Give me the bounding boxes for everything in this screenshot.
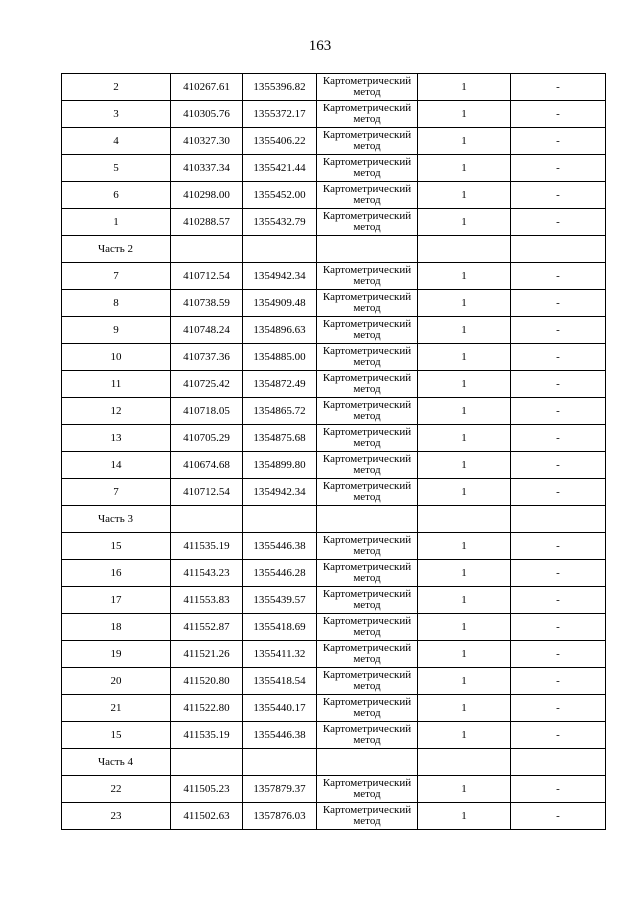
note-cell: - [511, 803, 606, 830]
part-header-row [62, 506, 606, 533]
note-cell: - [511, 695, 606, 722]
note-cell: - [511, 641, 606, 668]
method-cell: Картометрический метод [317, 209, 418, 236]
accuracy-cell: 1 [418, 398, 511, 425]
point-number-cell: 7 [62, 479, 171, 506]
table-row [62, 614, 606, 641]
table-row [62, 101, 606, 128]
point-number-cell: 10 [62, 344, 171, 371]
note-cell: - [511, 452, 606, 479]
note-cell: - [511, 182, 606, 209]
x-coordinate-cell: 410712.54 [171, 263, 243, 290]
point-number-cell: 20 [62, 668, 171, 695]
note-cell: - [511, 209, 606, 236]
point-number-cell: 14 [62, 452, 171, 479]
accuracy-cell: 1 [418, 128, 511, 155]
point-number-cell: 3 [62, 101, 171, 128]
point-number-cell: 5 [62, 155, 171, 182]
note-cell: - [511, 560, 606, 587]
note-cell: - [511, 479, 606, 506]
x-coordinate-cell: 410748.24 [171, 317, 243, 344]
note-cell: - [511, 128, 606, 155]
y-coordinate-cell: 1355418.69 [243, 614, 317, 641]
accuracy-cell: 1 [418, 182, 511, 209]
table-row [62, 695, 606, 722]
empty-cell [511, 506, 606, 533]
point-number-cell: 11 [62, 371, 171, 398]
empty-cell [511, 749, 606, 776]
method-cell: Картометрический метод [317, 317, 418, 344]
point-number-cell: 4 [62, 128, 171, 155]
method-cell: Картометрический метод [317, 614, 418, 641]
note-cell: - [511, 722, 606, 749]
method-cell: Картометрический метод [317, 344, 418, 371]
y-coordinate-cell: 1355418.54 [243, 668, 317, 695]
method-cell: Картометрический метод [317, 695, 418, 722]
empty-cell [171, 749, 243, 776]
accuracy-cell: 1 [418, 290, 511, 317]
part-header-row [62, 749, 606, 776]
point-number-cell: 17 [62, 587, 171, 614]
point-number-cell: 1 [62, 209, 171, 236]
note-cell: - [511, 371, 606, 398]
empty-cell [418, 506, 511, 533]
accuracy-cell: 1 [418, 776, 511, 803]
x-coordinate-cell: 411552.87 [171, 614, 243, 641]
y-coordinate-cell: 1355432.79 [243, 209, 317, 236]
point-number-cell: 7 [62, 263, 171, 290]
part-header-row [62, 236, 606, 263]
y-coordinate-cell: 1357879.37 [243, 776, 317, 803]
note-cell: - [511, 614, 606, 641]
y-coordinate-cell: 1355446.38 [243, 722, 317, 749]
table-row [62, 182, 606, 209]
note-cell: - [511, 533, 606, 560]
table-row [62, 479, 606, 506]
accuracy-cell: 1 [418, 425, 511, 452]
x-coordinate-cell: 410337.34 [171, 155, 243, 182]
y-coordinate-cell: 1354896.63 [243, 317, 317, 344]
x-coordinate-cell: 410298.00 [171, 182, 243, 209]
note-cell: - [511, 101, 606, 128]
method-cell: Картометрический метод [317, 371, 418, 398]
point-number-cell: 13 [62, 425, 171, 452]
part-label: Часть 3 [62, 506, 171, 533]
table-row [62, 317, 606, 344]
y-coordinate-cell: 1355406.22 [243, 128, 317, 155]
point-number-cell: 15 [62, 722, 171, 749]
x-coordinate-cell: 411521.26 [171, 641, 243, 668]
x-coordinate-cell: 411535.19 [171, 533, 243, 560]
point-number-cell: 2 [62, 74, 171, 101]
method-cell: Картометрический метод [317, 722, 418, 749]
empty-cell [317, 506, 418, 533]
accuracy-cell: 1 [418, 101, 511, 128]
point-number-cell: 16 [62, 560, 171, 587]
x-coordinate-cell: 410725.42 [171, 371, 243, 398]
point-number-cell: 9 [62, 317, 171, 344]
y-coordinate-cell: 1355421.44 [243, 155, 317, 182]
empty-cell [418, 236, 511, 263]
point-number-cell: 21 [62, 695, 171, 722]
note-cell: - [511, 668, 606, 695]
x-coordinate-cell: 411535.19 [171, 722, 243, 749]
point-number-cell: 6 [62, 182, 171, 209]
empty-cell [317, 749, 418, 776]
note-cell: - [511, 425, 606, 452]
accuracy-cell: 1 [418, 587, 511, 614]
note-cell: - [511, 344, 606, 371]
x-coordinate-cell: 410737.36 [171, 344, 243, 371]
method-cell: Картометрический метод [317, 128, 418, 155]
table-row [62, 425, 606, 452]
accuracy-cell: 1 [418, 317, 511, 344]
note-cell: - [511, 263, 606, 290]
y-coordinate-cell: 1354885.00 [243, 344, 317, 371]
accuracy-cell: 1 [418, 74, 511, 101]
table-row [62, 452, 606, 479]
accuracy-cell: 1 [418, 722, 511, 749]
y-coordinate-cell: 1354872.49 [243, 371, 317, 398]
note-cell: - [511, 290, 606, 317]
point-number-cell: 15 [62, 533, 171, 560]
coordinates-table-body [62, 74, 606, 830]
table-row [62, 803, 606, 830]
y-coordinate-cell: 1355396.82 [243, 74, 317, 101]
method-cell: Картометрический метод [317, 74, 418, 101]
table-row [62, 263, 606, 290]
y-coordinate-cell: 1354942.34 [243, 479, 317, 506]
y-coordinate-cell: 1355411.32 [243, 641, 317, 668]
table-row [62, 560, 606, 587]
accuracy-cell: 1 [418, 668, 511, 695]
x-coordinate-cell: 411522.80 [171, 695, 243, 722]
method-cell: Картометрический метод [317, 425, 418, 452]
method-cell: Картометрический метод [317, 182, 418, 209]
table-row [62, 533, 606, 560]
table-row [62, 587, 606, 614]
accuracy-cell: 1 [418, 641, 511, 668]
empty-cell [418, 749, 511, 776]
point-number-cell: 22 [62, 776, 171, 803]
note-cell: - [511, 74, 606, 101]
method-cell: Картометрический метод [317, 776, 418, 803]
x-coordinate-cell: 410674.68 [171, 452, 243, 479]
x-coordinate-cell: 411520.80 [171, 668, 243, 695]
accuracy-cell: 1 [418, 614, 511, 641]
empty-cell [243, 749, 317, 776]
accuracy-cell: 1 [418, 344, 511, 371]
note-cell: - [511, 398, 606, 425]
page-number: 163 [308, 38, 332, 54]
table-row [62, 398, 606, 425]
x-coordinate-cell: 411505.23 [171, 776, 243, 803]
table-row [62, 776, 606, 803]
method-cell: Картометрический метод [317, 587, 418, 614]
empty-cell [171, 236, 243, 263]
note-cell: - [511, 155, 606, 182]
x-coordinate-cell: 410705.29 [171, 425, 243, 452]
point-number-cell: 8 [62, 290, 171, 317]
x-coordinate-cell: 410267.61 [171, 74, 243, 101]
x-coordinate-cell: 410712.54 [171, 479, 243, 506]
part-label: Часть 4 [62, 749, 171, 776]
x-coordinate-cell: 410305.76 [171, 101, 243, 128]
y-coordinate-cell: 1354875.68 [243, 425, 317, 452]
point-number-cell: 23 [62, 803, 171, 830]
method-cell: Картометрический метод [317, 668, 418, 695]
accuracy-cell: 1 [418, 209, 511, 236]
y-coordinate-cell: 1355440.17 [243, 695, 317, 722]
empty-cell [171, 506, 243, 533]
point-number-cell: 18 [62, 614, 171, 641]
point-number-cell: 19 [62, 641, 171, 668]
x-coordinate-cell: 411543.23 [171, 560, 243, 587]
table-row [62, 668, 606, 695]
y-coordinate-cell: 1355372.17 [243, 101, 317, 128]
x-coordinate-cell: 410738.59 [171, 290, 243, 317]
empty-cell [317, 236, 418, 263]
y-coordinate-cell: 1355446.38 [243, 533, 317, 560]
accuracy-cell: 1 [418, 695, 511, 722]
empty-cell [243, 506, 317, 533]
y-coordinate-cell: 1355452.00 [243, 182, 317, 209]
accuracy-cell: 1 [418, 479, 511, 506]
y-coordinate-cell: 1354899.80 [243, 452, 317, 479]
table-row [62, 290, 606, 317]
accuracy-cell: 1 [418, 533, 511, 560]
x-coordinate-cell: 411553.83 [171, 587, 243, 614]
accuracy-cell: 1 [418, 155, 511, 182]
coordinates-table [61, 73, 606, 830]
note-cell: - [511, 776, 606, 803]
method-cell: Картометрический метод [317, 452, 418, 479]
x-coordinate-cell: 410288.57 [171, 209, 243, 236]
x-coordinate-cell: 411502.63 [171, 803, 243, 830]
method-cell: Картометрический метод [317, 101, 418, 128]
part-label: Часть 2 [62, 236, 171, 263]
method-cell: Картометрический метод [317, 533, 418, 560]
y-coordinate-cell: 1355439.57 [243, 587, 317, 614]
y-coordinate-cell: 1354865.72 [243, 398, 317, 425]
empty-cell [511, 236, 606, 263]
table-row [62, 641, 606, 668]
note-cell: - [511, 317, 606, 344]
table-row [62, 344, 606, 371]
table-row [62, 722, 606, 749]
method-cell: Картометрический метод [317, 263, 418, 290]
accuracy-cell: 1 [418, 452, 511, 479]
y-coordinate-cell: 1354942.34 [243, 263, 317, 290]
x-coordinate-cell: 410327.30 [171, 128, 243, 155]
y-coordinate-cell: 1357876.03 [243, 803, 317, 830]
empty-cell [243, 236, 317, 263]
method-cell: Картометрический метод [317, 290, 418, 317]
point-number-cell: 12 [62, 398, 171, 425]
method-cell: Картометрический метод [317, 641, 418, 668]
table-row [62, 209, 606, 236]
accuracy-cell: 1 [418, 560, 511, 587]
method-cell: Картометрический метод [317, 803, 418, 830]
method-cell: Картометрический метод [317, 398, 418, 425]
table-row [62, 371, 606, 398]
x-coordinate-cell: 410718.05 [171, 398, 243, 425]
method-cell: Картометрический метод [317, 155, 418, 182]
table-row [62, 74, 606, 101]
table-row [62, 155, 606, 182]
y-coordinate-cell: 1354909.48 [243, 290, 317, 317]
accuracy-cell: 1 [418, 371, 511, 398]
table-row [62, 128, 606, 155]
note-cell: - [511, 587, 606, 614]
accuracy-cell: 1 [418, 803, 511, 830]
method-cell: Картометрический метод [317, 479, 418, 506]
accuracy-cell: 1 [418, 263, 511, 290]
method-cell: Картометрический метод [317, 560, 418, 587]
y-coordinate-cell: 1355446.28 [243, 560, 317, 587]
